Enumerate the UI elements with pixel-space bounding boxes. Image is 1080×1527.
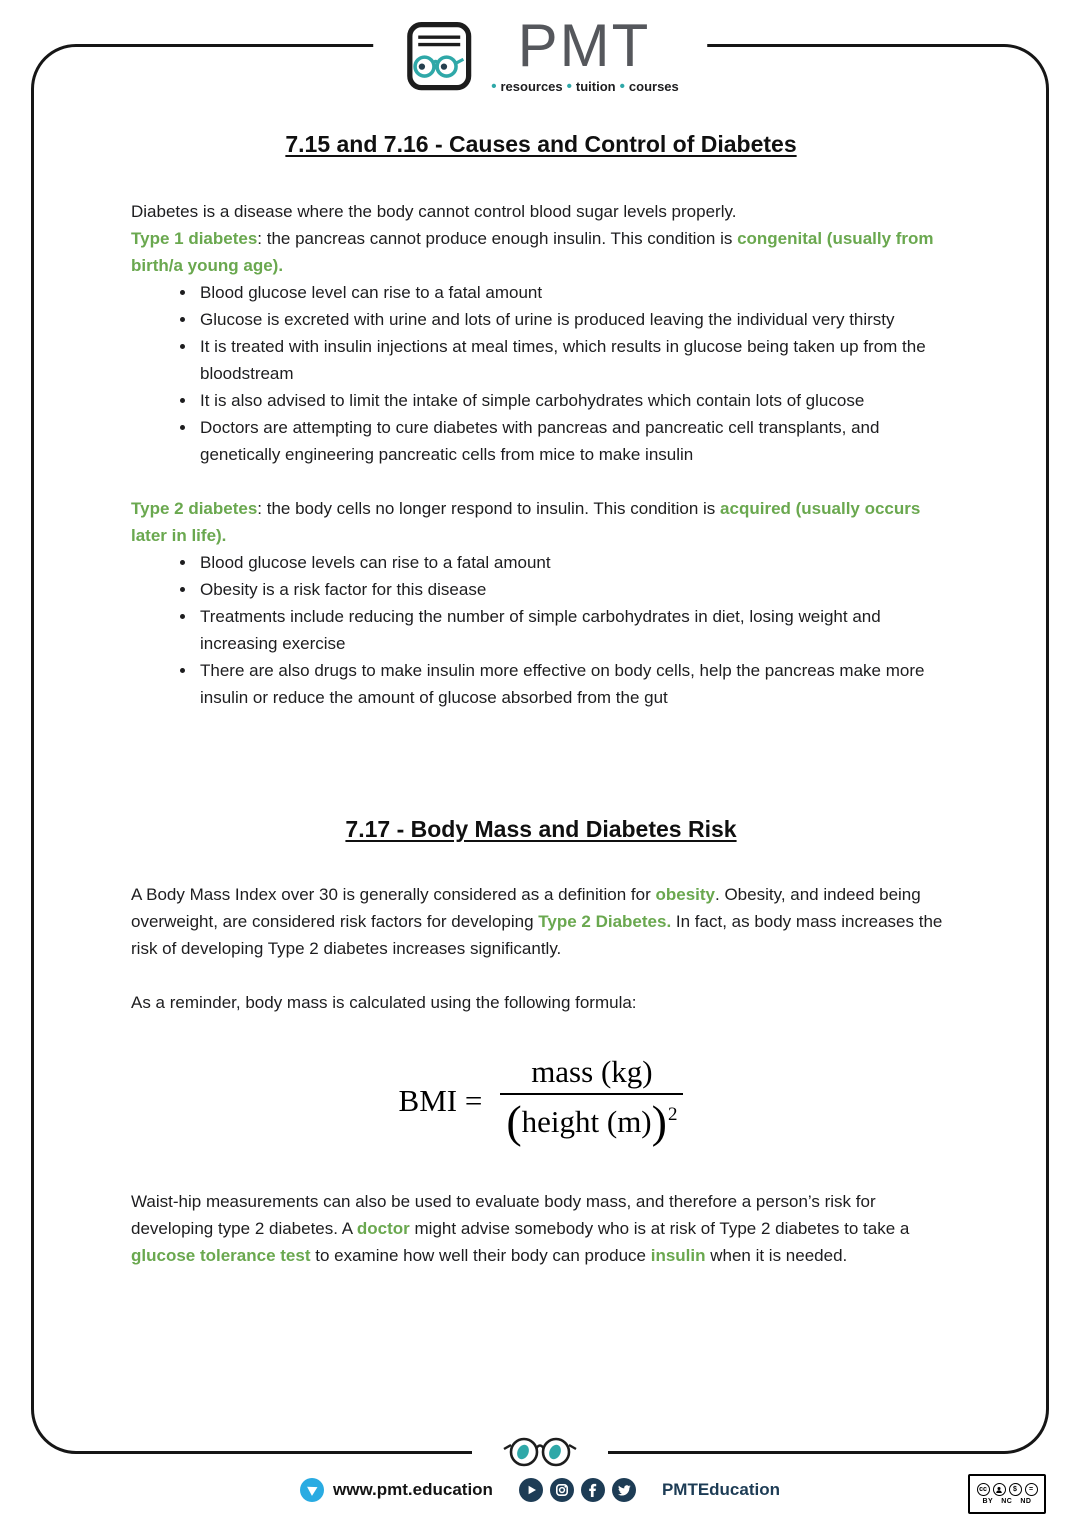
bullet-item: • Blood glucose levels can rise to a fatal amount	[197, 549, 951, 576]
cc-label-nd: ND	[1020, 1498, 1032, 1505]
formula-numerator: mass (kg)	[531, 1054, 653, 1089]
website-url[interactable]: www.pmt.education	[333, 1480, 493, 1499]
text-segment: Diabetes is a disease where the body cannot control blood sugar levels properly.	[131, 202, 737, 221]
instagram-icon[interactable]	[550, 1478, 574, 1502]
cc-label-row	[983, 1498, 1032, 1505]
formula-intro-paragraph	[131, 989, 951, 1016]
pmt-education-handle[interactable]: PMTEducation	[661, 1480, 780, 1499]
formula-lhs: BMI =	[398, 1082, 483, 1118]
brand-name: PMT	[517, 12, 651, 79]
facebook-icon[interactable]	[581, 1478, 605, 1502]
bullet-item: • It is treated with insulin injections at meal times, which results in glucose being taken up from the bloodstream	[197, 333, 951, 387]
bmi-paragraph	[131, 881, 951, 962]
glasses-icon	[492, 1432, 588, 1472]
bullet-item: • There are also drugs to make insulin more effective on body cells, help the pancreas make more insulin or reduce the amount of glucose absorbed from the gut	[197, 657, 951, 711]
intro-paragraph	[131, 198, 951, 225]
bullet-item: • Treatments include reducing the number of simple carbohydrates in diet, losing weight and increasing exercise	[197, 603, 951, 657]
youtube-icon[interactable]	[519, 1478, 543, 1502]
text-segment: when it is needed.	[705, 1246, 848, 1266]
footer-glasses-decoration	[472, 1432, 608, 1477]
website-play-icon[interactable]	[300, 1478, 324, 1502]
bullet-item: • Doctors are attempting to cure diabetes with pancreas and pancreatic cell transplants, and genetically engineering pancreatic cells from mice to make insulin	[197, 414, 951, 468]
logo-text-block	[489, 12, 679, 96]
highlight-congenital: congenital (usually from birth/a young age).	[131, 229, 934, 275]
highlight-obesity: obesity	[655, 885, 715, 904]
waist-hip-paragraph	[131, 1188, 951, 1269]
highlight-insulin: insulin	[650, 1246, 706, 1266]
type2-lead-paragraph	[131, 495, 951, 549]
text-segment: : the pancreas cannot produce enough insulin. This condition is	[257, 229, 738, 248]
text-segment: : the body cells no longer respond to insulin. This condition is	[257, 499, 721, 518]
cc-nd-icon: =	[1025, 1483, 1038, 1496]
formula-fraction	[500, 1054, 683, 1147]
bullet-item: • It is also advised to limit the intake of simple carbohydrates which contain lots of glucose	[197, 387, 951, 414]
cc-nc-icon: $	[1009, 1483, 1022, 1496]
creative-commons-badge[interactable]	[968, 1474, 1046, 1514]
text-segment: As a reminder, body mass is calculated using the following formula:	[131, 993, 637, 1012]
section2-title: 7.17 - Body Mass and Diabetes Risk	[345, 816, 737, 842]
tagline-dot: •	[619, 78, 625, 95]
pmt-book-glasses-icon	[401, 12, 477, 96]
open-paren: (	[506, 1096, 522, 1147]
tagline-word-tuition: tuition	[575, 79, 616, 94]
bmi-formula	[131, 1054, 951, 1147]
text-segment: to examine how well their body can produce	[310, 1246, 651, 1266]
highlight-acquired: acquired (usually occurs later in life).	[131, 499, 921, 545]
cc-icon-row	[977, 1483, 1038, 1496]
highlight-type1: Type 1 diabetes	[131, 229, 258, 248]
highlight-type2: Type 2 diabetes	[131, 499, 258, 518]
type2-bullet-list	[131, 549, 951, 711]
denominator-body: height (m)	[521, 1104, 652, 1140]
section1-title: 7.15 and 7.16 - Causes and Control of Diabetes	[285, 131, 797, 157]
cc-label-by: BY	[982, 1498, 994, 1505]
highlight-type2-diabetes: Type 2 Diabetes.	[538, 912, 672, 931]
type1-lead-paragraph	[131, 225, 951, 279]
website-link[interactable]	[300, 1478, 493, 1502]
logo-tagline	[489, 79, 679, 94]
tagline-word-courses: courses	[628, 79, 679, 94]
highlight-doctor: doctor	[356, 1219, 410, 1239]
text-segment: In fact, as body mass increases the risk of developing Type 2 diabetes increases significantly.	[131, 912, 943, 958]
highlight-glucose-tolerance-test: glucose tolerance test	[131, 1246, 311, 1266]
formula-denominator	[500, 1093, 683, 1147]
social-links	[519, 1478, 636, 1502]
close-paren: )	[651, 1096, 667, 1147]
formula-exponent: 2	[667, 1104, 678, 1125]
pmt-logo	[373, 12, 707, 96]
twitter-icon[interactable]	[612, 1478, 636, 1502]
tagline-dot: •	[566, 78, 572, 95]
tagline-dot: •	[491, 78, 497, 95]
text-segment: . Obesity, and indeed being overweight, are considered risk factors for developing	[131, 885, 921, 931]
tagline-word-resources: resources	[500, 79, 563, 94]
type1-bullet-list	[131, 279, 951, 468]
cc-label-nc: NC	[1001, 1498, 1013, 1505]
bullet-item: • Blood glucose level can rise to a fatal amount	[197, 279, 951, 306]
bullet-item: • Obesity is a risk factor for this disease	[197, 576, 951, 603]
cc-by-person-icon	[993, 1483, 1006, 1496]
footer-bar	[0, 1478, 1080, 1502]
document-content	[131, 130, 951, 1269]
cc-icon: cc	[977, 1483, 990, 1496]
text-segment: Waist-hip measurements can also be used to evaluate body mass, and therefore a person’s risk for developing type 2 diabetes. A	[131, 1192, 876, 1239]
text-segment: might advise somebody who is at risk of Type 2 diabetes to take a	[409, 1219, 910, 1239]
bullet-item: • Glucose is excreted with urine and lots of urine is produced leaving the individual very thirsty	[197, 306, 951, 333]
text-segment: A Body Mass Index over 30 is generally considered as a definition for	[131, 885, 656, 904]
